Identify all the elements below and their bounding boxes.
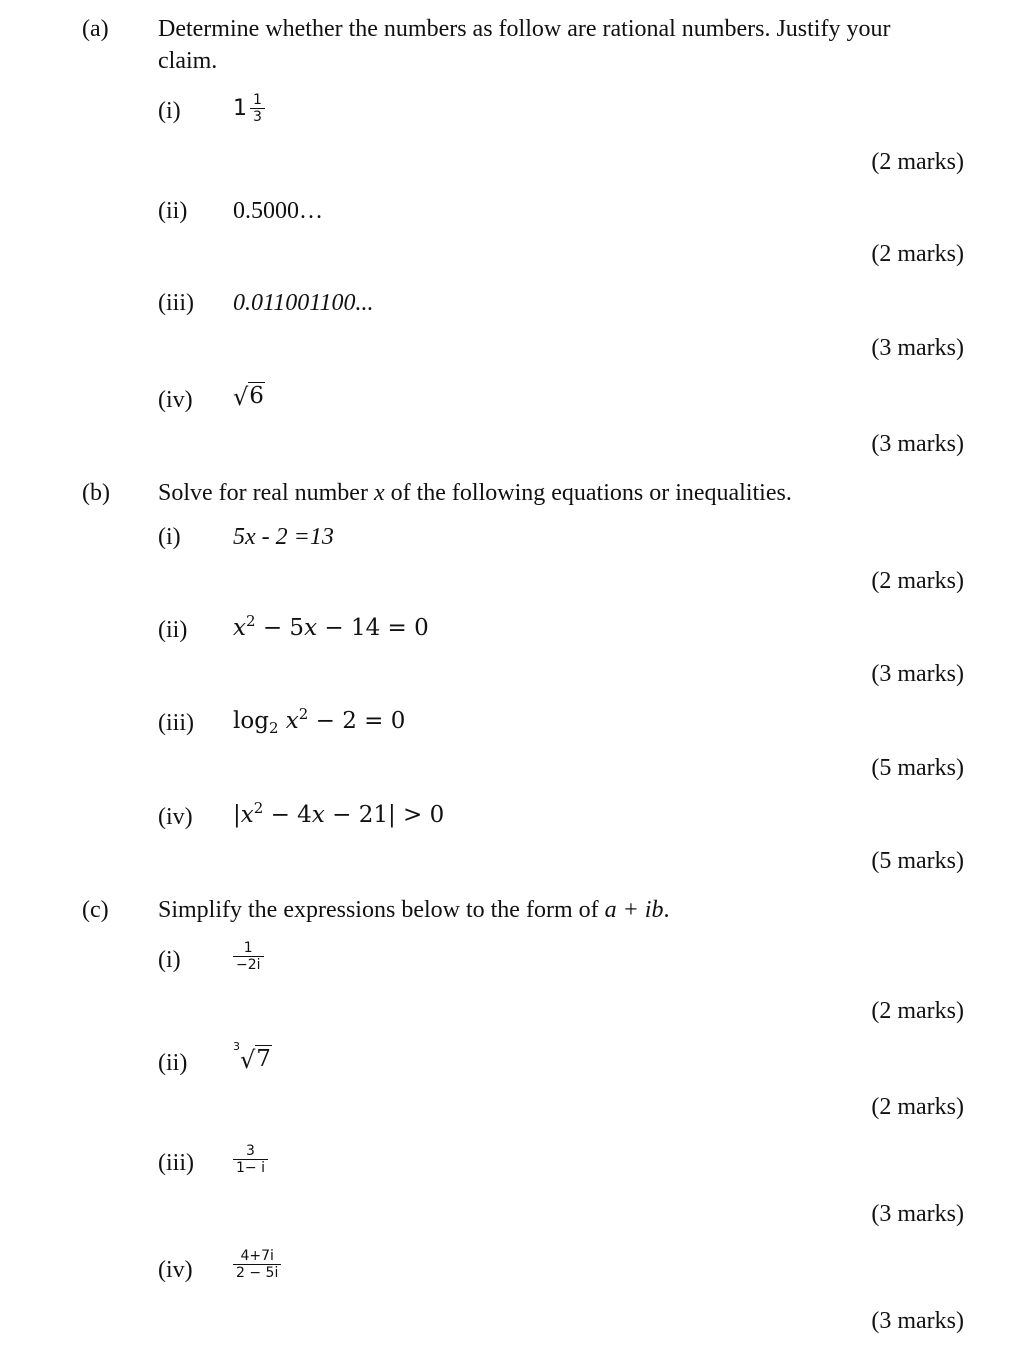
numerator: 1 bbox=[253, 92, 262, 108]
instruction-expression: a + ib bbox=[604, 897, 664, 923]
question-c-i-number: (i) bbox=[158, 947, 181, 973]
section-c-label: (c) bbox=[82, 897, 109, 923]
variable: x bbox=[240, 802, 254, 828]
question-c-iv-number: (iv) bbox=[158, 1257, 193, 1283]
denominator: 3 bbox=[253, 109, 262, 125]
question-c-iv-marks: (3 marks) bbox=[871, 1308, 964, 1334]
instruction-variable: x bbox=[373, 480, 385, 506]
question-a-ii-number: (ii) bbox=[158, 198, 188, 224]
question-a-iv-number: (iv) bbox=[158, 387, 193, 413]
instruction-text: of the following equations or inequalities. bbox=[384, 480, 792, 506]
square-root-sign: √ bbox=[233, 383, 249, 412]
section-a-instruction-line2: claim. bbox=[158, 48, 218, 74]
question-c-ii-number: (ii) bbox=[158, 1050, 188, 1076]
expression-part: − 5 bbox=[255, 615, 305, 641]
question-a-iii-number: (iii) bbox=[158, 290, 194, 316]
radicand: 6 bbox=[249, 383, 264, 409]
question-a-iii-expression: 0.011001100... bbox=[233, 290, 374, 316]
question-b-i-expression: 5x - 2 =13 bbox=[233, 524, 334, 550]
instruction-text: Solve for real number bbox=[158, 480, 374, 506]
variable: x bbox=[278, 708, 299, 734]
instruction-text: Simplify the expressions below to the form of bbox=[158, 897, 605, 923]
variable: x bbox=[304, 615, 318, 641]
root-index: 3 bbox=[233, 1040, 240, 1053]
numerator: 3 bbox=[246, 1143, 255, 1159]
fraction bbox=[233, 940, 264, 973]
question-b-ii-expression bbox=[233, 612, 429, 641]
question-c-i-expression bbox=[233, 940, 264, 973]
question-a-ii-expression: 0.5000… bbox=[233, 198, 323, 224]
instruction-text: . bbox=[663, 897, 670, 923]
question-b-iv-marks: (5 marks) bbox=[871, 848, 964, 874]
question-a-i-expression bbox=[233, 92, 265, 125]
question-b-ii-marks: (3 marks) bbox=[871, 661, 964, 687]
section-a-label: (a) bbox=[82, 16, 109, 42]
question-a-iii-marks: (3 marks) bbox=[871, 335, 964, 361]
section-b-label: (b) bbox=[82, 480, 110, 506]
question-c-iii-marks: (3 marks) bbox=[871, 1201, 964, 1227]
question-c-iii-expression bbox=[233, 1143, 268, 1176]
question-c-i-marks: (2 marks) bbox=[871, 998, 964, 1024]
question-b-iii-number: (iii) bbox=[158, 710, 194, 736]
question-a-iv-expression bbox=[233, 382, 265, 410]
question-b-iii-expression bbox=[233, 705, 406, 737]
log-base: 2 bbox=[268, 719, 279, 737]
denominator: 1− i bbox=[236, 1160, 265, 1176]
question-a-i-marks: (2 marks) bbox=[871, 149, 964, 175]
denominator: 2 − 5i bbox=[236, 1265, 279, 1281]
section-c-instruction bbox=[158, 898, 669, 922]
exponent: 2 bbox=[245, 612, 256, 630]
exponent: 2 bbox=[253, 799, 264, 817]
question-a-iv-marks: (3 marks) bbox=[871, 431, 964, 457]
expression-part: − 21| > 0 bbox=[324, 802, 445, 828]
fraction bbox=[250, 92, 265, 125]
expression-part: − 4 bbox=[263, 802, 312, 828]
question-b-ii-number: (ii) bbox=[158, 617, 188, 643]
fraction bbox=[233, 1248, 281, 1281]
log-function: log bbox=[233, 708, 269, 734]
question-b-i-marks: (2 marks) bbox=[871, 568, 964, 594]
denominator: −2i bbox=[236, 957, 261, 973]
question-b-iii-marks: (5 marks) bbox=[871, 755, 964, 781]
expression-part: − 14 = 0 bbox=[317, 615, 429, 641]
question-b-iv-number: (iv) bbox=[158, 804, 193, 830]
question-c-iii-number: (iii) bbox=[158, 1150, 194, 1176]
question-a-ii-marks: (2 marks) bbox=[871, 241, 964, 267]
mixed-whole: 1 bbox=[233, 95, 247, 121]
abs-bar: | bbox=[233, 802, 241, 828]
numerator: 1 bbox=[243, 940, 253, 956]
question-a-i-number: (i) bbox=[158, 98, 181, 124]
question-c-iv-expression bbox=[233, 1248, 281, 1281]
radicand: 7 bbox=[256, 1046, 271, 1072]
variable: x bbox=[311, 802, 325, 828]
fraction bbox=[233, 1143, 268, 1176]
numerator: 4+7i bbox=[240, 1248, 274, 1264]
question-c-ii-expression bbox=[233, 1040, 272, 1075]
expression-part: − 2 = 0 bbox=[308, 708, 406, 734]
question-b-i-number: (i) bbox=[158, 524, 181, 550]
section-b-instruction bbox=[158, 481, 792, 505]
exponent: 2 bbox=[298, 705, 309, 723]
section-a-instruction-line1: Determine whether the numbers as follow are rational numbers. Justify your bbox=[158, 16, 891, 42]
question-c-ii-marks: (2 marks) bbox=[871, 1094, 964, 1120]
cube-root-sign: √ bbox=[240, 1046, 256, 1075]
question-b-iv-expression bbox=[233, 799, 445, 828]
variable: x bbox=[233, 615, 246, 641]
